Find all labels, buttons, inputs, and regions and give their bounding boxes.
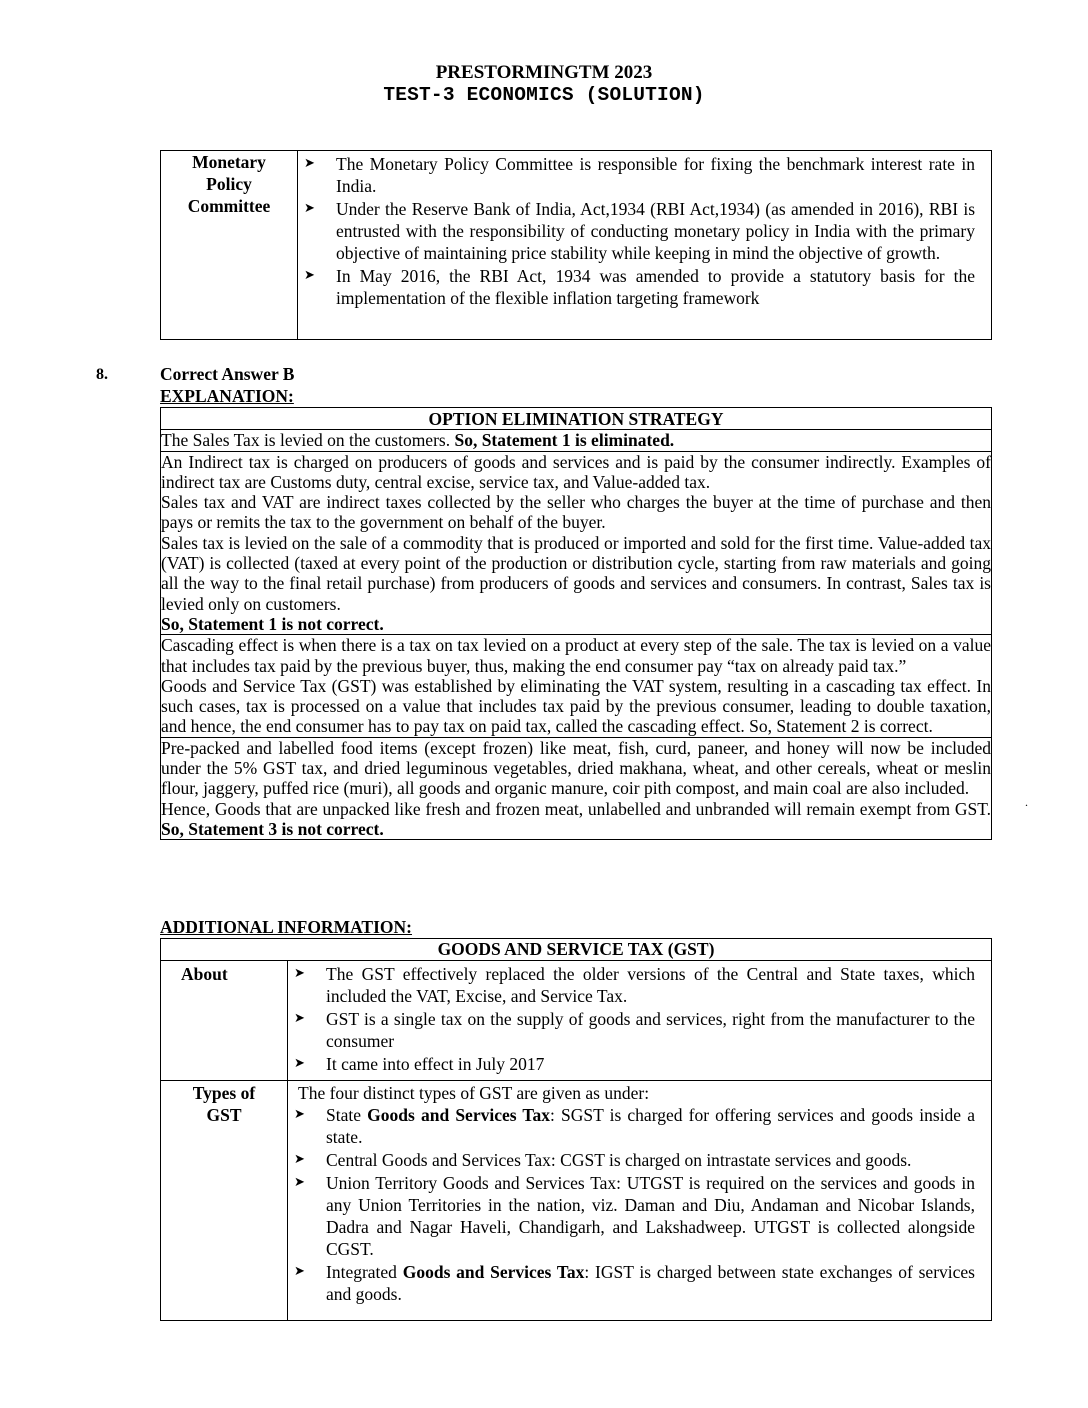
- list-item: ➤ Under the Reserve Bank of India, Act,1934 (RBI Act,1934) (as amended in 2016), RBI is entrusted with the responsibility of conducting monetary policy in India with the primary objective of maintaining price stability while keeping in mind the objective of growth.: [304, 199, 975, 263]
- gst-heading: GOODS AND SERVICE TAX (GST): [161, 939, 992, 961]
- page-subtitle: TEST-3 ECONOMICS (SOLUTION): [383, 84, 705, 106]
- gst-types-content: [288, 1081, 992, 1321]
- arrowhead-bullet-icon: ➤: [294, 1107, 305, 1122]
- additional-info-heading: ADDITIONAL INFORMATION:: [160, 917, 412, 937]
- arrowhead-bullet-icon: ➤: [304, 201, 315, 216]
- gst-about-label: About: [161, 961, 288, 1081]
- arrowhead-bullet-icon: ➤: [294, 1152, 305, 1167]
- gst-types-label: Types of GST: [161, 1081, 288, 1321]
- mpc-table: [160, 150, 992, 340]
- gst-types-intro: The four distinct types of GST are given as under:: [298, 1083, 650, 1103]
- list-item: ➤ Integrated Goods and Services Tax: IGST is charged between state exchanges of services and goods.: [294, 1262, 975, 1304]
- mpc-bullet-list: [298, 153, 975, 309]
- strategy-table: [160, 407, 992, 840]
- gst-about-list: [288, 963, 975, 1075]
- page-title: PRESTORMINGTM 2023: [435, 62, 653, 83]
- mpc-content: [298, 151, 992, 340]
- gst-about-content: [288, 961, 992, 1081]
- arrowhead-bullet-icon: ➤: [294, 1264, 305, 1279]
- stray-mark: .: [1025, 795, 1028, 809]
- list-item: ➤ The GST effectively replaced the older versions of the Central and State taxes, which included the VAT, Excise, and Service Tax.: [294, 964, 975, 1006]
- strategy-row-3: Cascading effect is when there is a tax on tax levied on a product at every step of the sale. The tax is levied on a value that includes tax paid by the previous buyer, thus, making the end consumer pay “tax on already paid tax.” Goods and Service Tax (GST) was established by eliminating the VAT system, resulting in a cascading tax effect. In such cases, tax is processed on a value that includes tax paid by the previous consumer, leading to double taxation, and hence, the end consumer has to pay tax on paid tax, called the cascading effect. So, Statement 2 is correct.: [161, 635, 991, 737]
- list-item: ➤ Central Goods and Services Tax: CGST is charged on intrastate services and goods.: [294, 1150, 912, 1170]
- gst-table: [160, 938, 992, 1321]
- arrowhead-bullet-icon: ➤: [304, 156, 315, 171]
- strategy-row-2: An Indirect tax is charged on producers of goods and services and is paid by the consumer indirectly. Examples of indirect tax are Customs duty, central excise, service tax, and Value-added tax. Sales tax and VAT are indirect taxes collected by the seller who charges the buyer at the time of purchase and then pays or remits the tax to the government on behalf of the buyer. Sales tax is levied on the sale of a commodity that is produced or imported and sold for the first time. Value-added tax (VAT) is collected (taxed at every point of the production or distribution cycle, starting from raw materials and going all the way to the final retail purchase) from producers of goods and services and consumers. In contrast, Sales tax is levied only on customers. So, Statement 1 is not correct.: [161, 451, 991, 634]
- page-header: [0, 62, 1088, 106]
- arrowhead-bullet-icon: ➤: [294, 1175, 305, 1190]
- mpc-label: Monetary Policy Committee: [161, 151, 298, 340]
- strategy-row-4: Pre-packed and labelled food items (except frozen) like meat, fish, curd, paneer, and honey will now be included under the 5% GST tax, and dried leguminous vegetables, dried makhana, wheat, and other cereals, wheat or meslin flour, jaggery, puffed rice (muri), all goods and organic manure, coir pith compost, and main coal are also included. Hence, Goods that are unpacked like fresh and frozen meat, unlabelled and unbranded will remain exempt from GST. So, Statement 3 is not correct.: [161, 737, 991, 839]
- gst-types-list: [288, 1104, 975, 1305]
- explanation-heading: EXPLANATION:: [160, 386, 294, 406]
- arrowhead-bullet-icon: ➤: [304, 268, 315, 283]
- arrowhead-bullet-icon: ➤: [294, 966, 305, 981]
- arrowhead-bullet-icon: ➤: [294, 1011, 305, 1026]
- correct-answer: Correct Answer B: [160, 364, 295, 384]
- list-item: ➤ State Goods and Services Tax: SGST is charged for offering services and goods inside a state.: [294, 1105, 975, 1147]
- question-number: 8.: [96, 366, 108, 383]
- list-item: ➤ The Monetary Policy Committee is responsible for fixing the benchmark interest rate in India.: [304, 154, 975, 196]
- strategy-row-1: The Sales Tax is levied on the customers. So, Statement 1 is eliminated.: [161, 430, 992, 451]
- list-item: ➤ In May 2016, the RBI Act, 1934 was amended to provide a statutory basis for the implementation of the flexible inflation targeting framework: [304, 266, 975, 308]
- strategy-heading: OPTION ELIMINATION STRATEGY: [161, 408, 992, 430]
- list-item: ➤ Union Territory Goods and Services Tax: UTGST is required on the services and goods in any Union Territories in the nation, viz. Daman and Diu, Andaman and Nicobar Islands, Dadra and Nagar Haveli, Chandigarh, and Lakshadweep. UTGST is collected alongside CGST.: [294, 1173, 975, 1259]
- list-item: ➤ GST is a single tax on the supply of goods and services, right from the manufacturer to the consumer: [294, 1009, 975, 1051]
- list-item: ➤ It came into effect in July 2017: [294, 1054, 545, 1074]
- arrowhead-bullet-icon: ➤: [294, 1056, 305, 1071]
